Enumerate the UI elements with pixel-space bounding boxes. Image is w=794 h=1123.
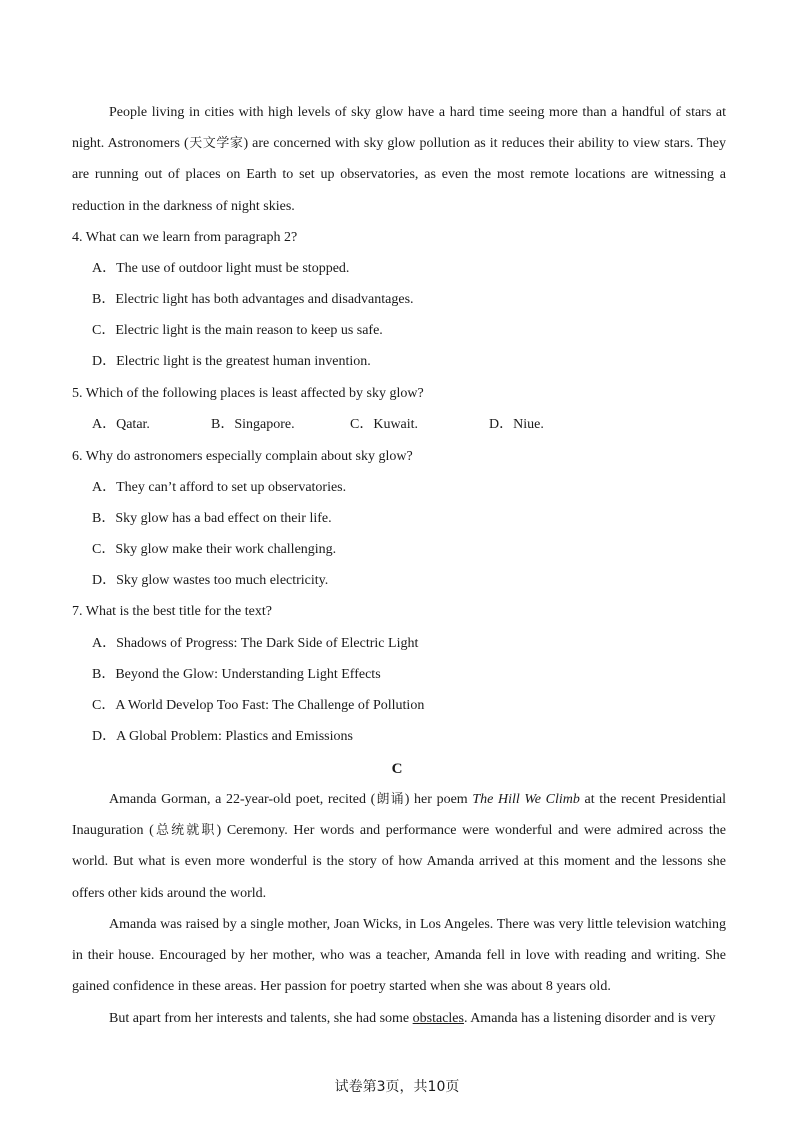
question-4-option-a: A．The use of outdoor light must be stopped. [92, 261, 350, 276]
question-7-option-d: D．A Global Problem: Plastics and Emissions [92, 729, 353, 744]
poem-title: The Hill We Climb [472, 792, 580, 807]
question-6-option-d: D．Sky glow wastes too much electricity. [92, 573, 329, 588]
question-5-option-a: A．Qatar. [92, 417, 150, 432]
passage-c-paragraph-2: Amanda was raised by a single mother, Joan Wicks, in Los Angeles. There was very little television watching in their house. Encouraged by her mother, who was a teacher, Amanda fell in love with reading and writing. She gained confidence in these areas. Her passion for poetry started when she was about 8 years old. [72, 917, 726, 995]
question-4-option-b: B．Electric light has both advantages and disadvantages. [92, 292, 414, 307]
question-6-option-b: B．Sky glow has a bad effect on their life. [92, 511, 332, 526]
passage-b-paragraph: People living in cities with high levels of sky glow have a hard time seeing more than a handful of stars at night. Astronomers (天文学家) are concerned with sky glow pollution as it reduces their ability to view stars. They are running out of places on Earth to set up observatories, as even the most remote locations are witnessing a reduction in the darkness of night skies. [72, 105, 726, 214]
question-4-option-c: C．Electric light is the main reason to keep us safe. [92, 323, 383, 338]
question-7-option-a: A．Shadows of Progress: The Dark Side of Electric Light [92, 636, 419, 651]
section-c-heading: C [391, 761, 403, 777]
question-5-option-c: C．Kuwait. [350, 417, 419, 432]
chinese-gloss-astronomers: 天文学家 [188, 136, 244, 152]
question-7-stem: 7. What is the best title for the text? [72, 604, 272, 619]
question-6-option-c: C．Sky glow make their work challenging. [92, 542, 337, 557]
page-number-footer: 试卷第3页，共10页 [334, 1079, 460, 1095]
chinese-gloss-inauguration: 总统就职 [153, 823, 217, 839]
question-5-stem: 5. Which of the following places is least affected by sky glow? [72, 386, 424, 401]
passage-c-paragraph-1: Amanda Gorman, a 22-year-old poet, recited (朗诵) her poem The Hill We Climb at the recent Presidential Inauguration (总统就职) Ceremony. Her words and performance were wonderful and were admired across the world. But what is even more wonderful is the story of how Amanda arrived at this moment and the lessons she offers other kids around the world. [72, 792, 726, 901]
question-7-option-b: B．Beyond the Glow: Understanding Light Effects [92, 667, 381, 682]
question-6-option-a: A．They can’t afford to set up observatories. [92, 480, 347, 495]
question-6-stem: 6. Why do astronomers especially complain about sky glow? [72, 449, 413, 464]
chinese-gloss-recited: 朗诵 [375, 792, 405, 807]
underlined-word-obstacles: obstacles [412, 1011, 464, 1026]
passage-c-paragraph-3: But apart from her interests and talents, she had some obstacles. Amanda has a listening disorder and is very [109, 1011, 716, 1026]
question-4-option-d: D．Electric light is the greatest human invention. [92, 354, 371, 369]
question-5-option-d: D．Niue. [489, 417, 544, 432]
question-4-stem: 4. What can we learn from paragraph 2? [72, 230, 298, 245]
question-5-option-b: B．Singapore. [211, 417, 295, 432]
question-7-option-c: C．A World Develop Too Fast: The Challenge of Pollution [92, 698, 425, 713]
